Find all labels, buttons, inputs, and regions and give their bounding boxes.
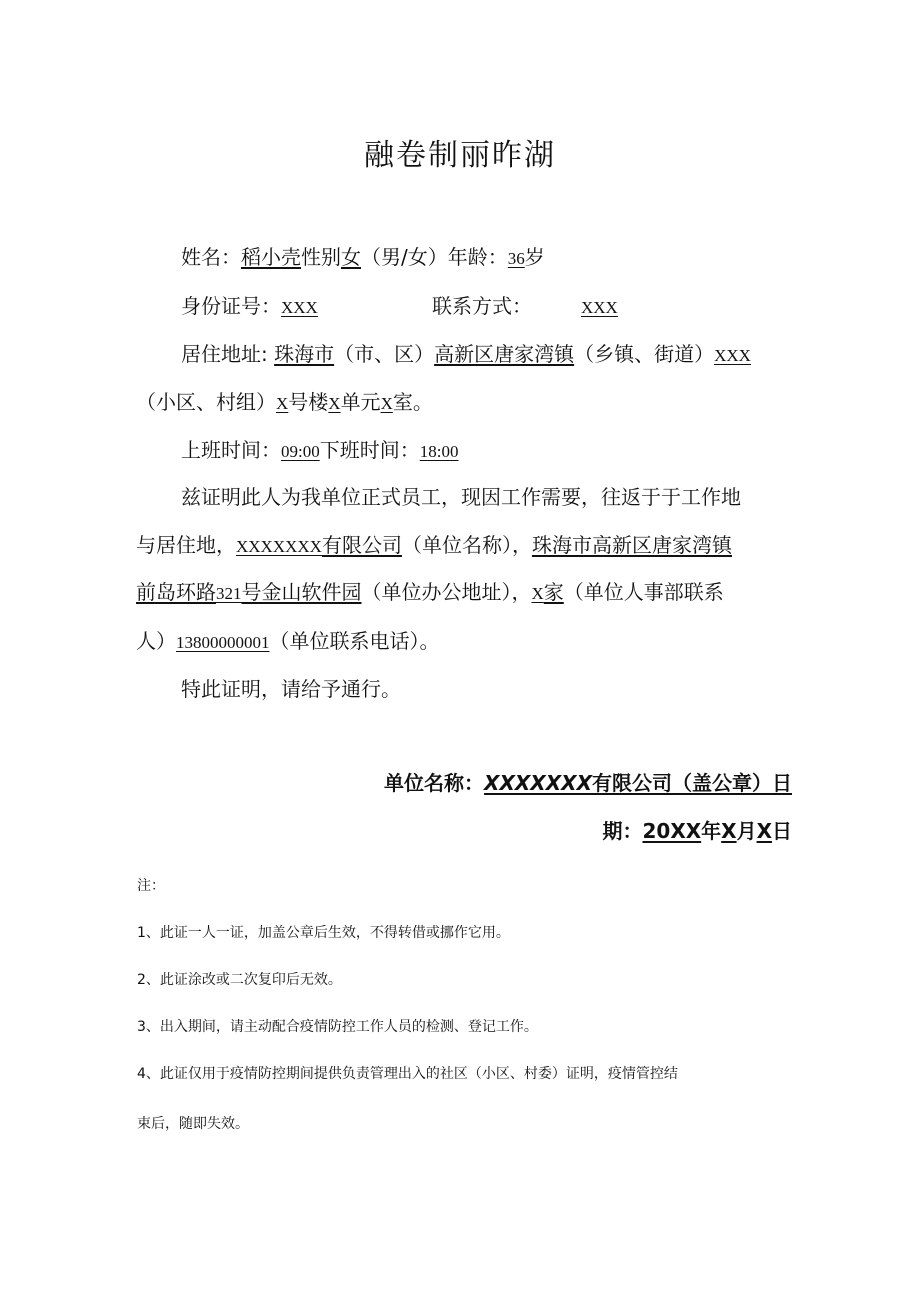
work-start-label: 上班时间： — [181, 438, 281, 462]
company-address-number: 321 — [216, 584, 242, 603]
work-hours-line — [181, 436, 458, 466]
date-day-unit: 日 — [772, 819, 792, 843]
gender-label: 性别 — [301, 245, 341, 269]
document-title: 融卷制丽昨湖 — [364, 138, 556, 173]
body-line-2 — [136, 531, 732, 561]
address-town: 高新区唐家湾镇 — [434, 342, 575, 366]
signature-unit-label: 单位名称： — [384, 771, 485, 795]
id-line — [181, 292, 318, 322]
hr-contact-name: 家 — [543, 580, 564, 604]
signature-unit-xs: XXXXXXX — [484, 771, 592, 795]
company-address-part2a: 前岛环路 — [136, 580, 216, 604]
date-month: X — [721, 819, 737, 843]
note-2: 2、此证涂改或二次复印后无效。 — [137, 972, 342, 988]
body-line-3 — [136, 578, 724, 608]
notes-heading: 注： — [137, 878, 165, 894]
company-address-part2b: 号金山软件园 — [241, 580, 362, 604]
work-end-value: 18:00 — [419, 442, 459, 461]
age-unit: 岁 — [524, 245, 545, 269]
address-city: 珠海市 — [274, 342, 335, 366]
company-hint: （单位名称）， — [401, 533, 532, 557]
date-year: 20XX — [642, 819, 702, 843]
building-value: X — [276, 394, 289, 413]
building-label: 号楼 — [288, 390, 329, 414]
hr-contact-x: X — [531, 584, 544, 603]
company-address-part1: 珠海市高新区唐家湾镇 — [531, 533, 732, 557]
contact-line — [432, 292, 532, 320]
note-3: 3、出入期间，请主动配合疫情防控工作人员的检测、登记工作。 — [137, 1019, 538, 1035]
body-line-1: 兹证明此人为我单位正式员工，现因工作需要，往返于于工作地 — [181, 485, 741, 509]
contact-value-line — [581, 292, 618, 322]
date-year-unit: 年 — [701, 819, 722, 843]
gender-value: 女 — [341, 245, 361, 269]
address-community-hint: （小区、村组） — [136, 390, 276, 414]
signature-unit-suffix: 有限公司（盖公章）日 — [592, 771, 792, 795]
company-phone: 13800000001 — [176, 633, 270, 652]
signature-unit-line — [384, 768, 792, 798]
address-line-2 — [136, 388, 433, 418]
date-month-unit: 月 — [736, 819, 757, 843]
closing-line: 特此证明，请给予通行。 — [181, 677, 401, 701]
unit-value: X — [328, 394, 341, 413]
unit-label: 单元 — [340, 390, 381, 414]
signature-date-line — [602, 816, 792, 846]
company-suffix: 有限公司 — [321, 533, 402, 557]
name-label: 姓名： — [181, 245, 241, 269]
contact-value: XXX — [581, 298, 618, 317]
age-value: 36 — [507, 249, 525, 268]
note-4a: 4、此证仅用于疫情防控期间提供负责管理出入的社区（小区、村委）证明，疫情管控结 — [137, 1066, 678, 1082]
address-community: XXX — [714, 346, 751, 365]
hr-contact-hint: （单位人事部联系 — [563, 580, 724, 604]
date-day: X — [756, 819, 772, 843]
body-line4-prefix: 人） — [136, 629, 176, 653]
note-4b: 束后，随即失效。 — [137, 1116, 249, 1132]
company-xs: XXXXXXX — [236, 537, 322, 556]
room-value: X — [380, 394, 393, 413]
phone-hint: （单位联系电话）。 — [269, 629, 440, 653]
work-start-value: 09:00 — [281, 442, 320, 461]
note-1: 1、此证一人一证，加盖公章后生效，不得转借或挪作它用。 — [137, 925, 510, 941]
id-value: XXX — [281, 298, 318, 317]
address-label: 居住地址: — [181, 342, 268, 366]
id-label: 身份证号： — [181, 294, 281, 318]
address-town-hint: （乡镇、街道） — [574, 342, 715, 366]
contact-label: 联系方式： — [432, 294, 532, 318]
work-end-label: 下班时间： — [319, 438, 420, 462]
body-line-4 — [136, 627, 440, 657]
room-label: 室。 — [392, 390, 433, 414]
name-value: 稻小壳 — [241, 245, 301, 269]
gender-hint: （男/女）年龄： — [361, 245, 508, 269]
address-line — [181, 340, 751, 370]
date-label: 期： — [602, 819, 643, 843]
company-address-hint: （单位办公地址）， — [361, 580, 532, 604]
address-city-hint: （市、区） — [334, 342, 435, 366]
personal-info-line — [181, 243, 545, 273]
body-line2-prefix: 与居住地， — [136, 533, 236, 557]
